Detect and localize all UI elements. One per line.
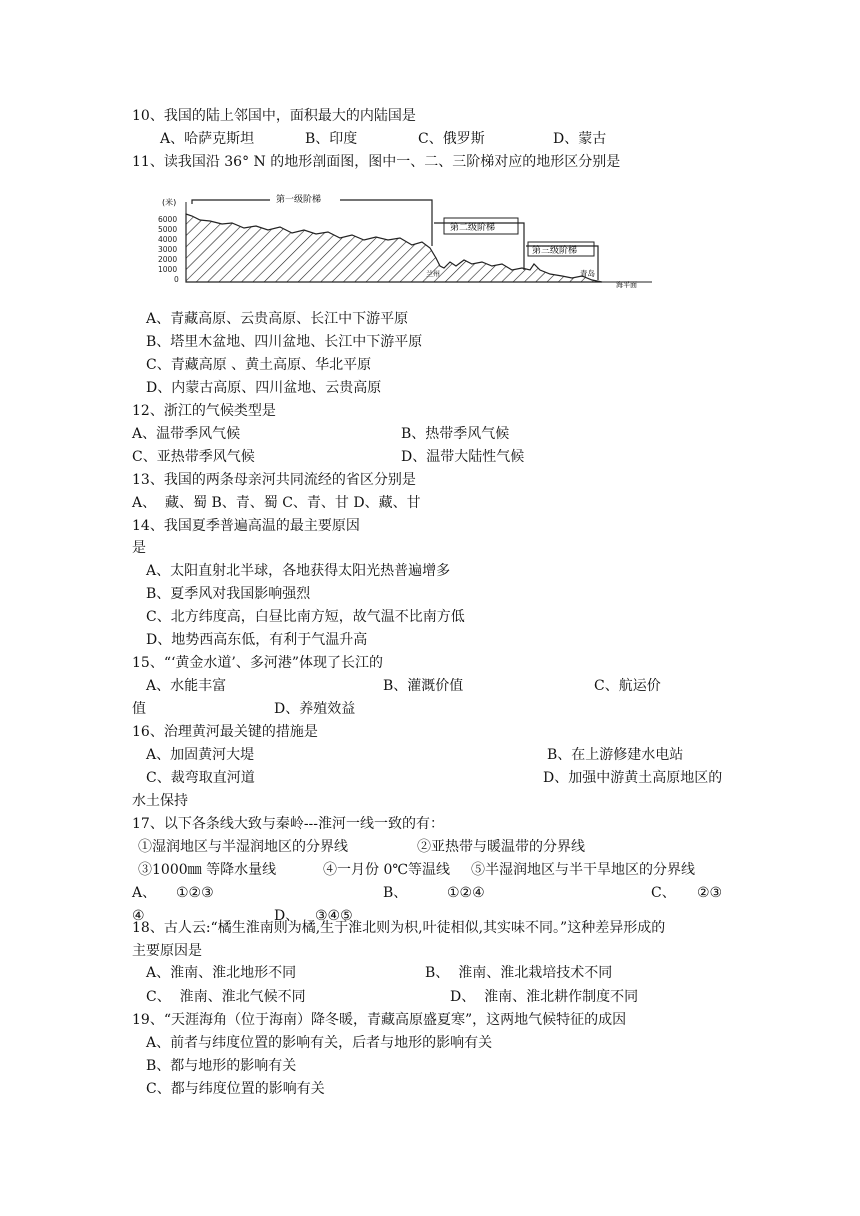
q10-option-c: C、俄罗斯	[418, 131, 485, 147]
q12-stem: 12、浙江的气候类型是	[132, 403, 276, 419]
q18-option-c: C、 淮南、淮北气候不同	[146, 989, 306, 1005]
q11-option-a: A、青藏高原、云贵高原、长江中下游平原	[146, 311, 409, 327]
q11-option-c: C、青藏高原 、黄土高原、华北平原	[146, 357, 372, 373]
q12-option-d: D、温带大陆性气候	[401, 449, 525, 465]
q15-stem: 15、“‘黄金水道’、多河港”体现了长江的	[132, 655, 384, 671]
q16-option-d-cont: 水土保持	[132, 793, 188, 809]
step2-label: 第二级阶梯	[450, 223, 496, 233]
terrain-profile-figure	[152, 190, 662, 296]
q16-option-b: B、在上游修建水电站	[547, 747, 684, 763]
q13-options: A、 藏、蜀 B、青、蜀 C、青、甘 D、藏、甘	[132, 495, 421, 511]
q19-option-c: C、都与纬度位置的影响有关	[146, 1081, 325, 1097]
q11-option-b: B、塔里木盆地、四川盆地、长江中下游平原	[146, 334, 423, 350]
q15-option-c: C、航运价	[594, 678, 661, 694]
q10-stem: 10、我国的陆上邻国中，面积最大的内陆国是	[132, 108, 416, 124]
q17-item-2: ②亚热带与暖温带的分界线	[417, 839, 585, 855]
tick-5000: 5000	[158, 225, 178, 234]
q12-option-b: B、热带季风气候	[401, 426, 510, 442]
place-lanzhou: 兰州	[426, 270, 440, 278]
q18-stem-cont: 主要原因是	[132, 943, 202, 959]
q11-option-d: D、内蒙古高原、四川盆地、云贵高原	[146, 380, 382, 396]
q14-option-b: B、夏季风对我国影响强烈	[146, 586, 311, 602]
tick-3000: 3000	[158, 245, 178, 254]
q16-option-d: D、加强中游黄土高原地区的	[543, 770, 723, 786]
q14-option-d: D、地势西高东低，有利于气温升高	[146, 632, 368, 648]
q17-option-d-value: ③④⑤	[315, 908, 353, 924]
q17-option-c-value: ②③	[697, 885, 723, 901]
q18-stem: 18、古人云:“橘生淮南则为橘,生于淮北则为枳,叶徒相似,其实味不同。”这种差异形成的	[132, 920, 666, 936]
q16-option-a: A、加固黄河大堤	[146, 747, 255, 763]
q11-stem: 11、读我国沿 36° N 的地形剖面图，图中一、二、三阶梯对应的地形区分别是	[132, 154, 621, 170]
q16-stem: 16、治理黄河最关键的措施是	[132, 724, 318, 740]
q19-option-b: B、都与地形的影响有关	[146, 1058, 297, 1074]
q10-option-b: B、印度	[305, 131, 358, 147]
q12-option-a: A、温带季风气候	[132, 426, 241, 442]
q14-option-a: A、太阳直射北半球，各地获得太阳光热普遍增多	[146, 563, 451, 579]
q17-option-a-letter: A、	[132, 885, 157, 901]
q15-option-d: D、养殖效益	[274, 701, 356, 717]
step3-label: 第三级阶梯	[532, 246, 578, 256]
q17-option-b-value: ①②④	[447, 885, 485, 901]
q13-stem: 13、我国的两条母亲河共同流经的省区分别是	[132, 472, 416, 488]
q12-option-c: C、亚热带季风气候	[132, 449, 255, 465]
axis-unit: (米)	[162, 198, 177, 207]
tick-1000: 1000	[158, 265, 178, 274]
place-qingdao: 青岛	[580, 269, 595, 278]
q19-stem: 19、“天涯海角（位于海南）降冬暖，青藏高原盛夏寒”，这两地气候特征的成因	[132, 1012, 627, 1028]
q10-option-d: D、蒙古	[553, 131, 607, 147]
q17-option-c-value-cont: ④	[132, 908, 145, 924]
q17-stem: 17、以下各条线大致与秦岭---淮河一线一致的有：	[132, 816, 445, 832]
q17-option-b-letter: B、	[383, 885, 408, 901]
q14-stem: 14、我国夏季普遍高温的最主要原因	[132, 518, 360, 534]
tick-2000: 2000	[158, 255, 178, 264]
q18-option-a: A、淮南、淮北地形不同	[146, 965, 297, 981]
q14-option-c: C、北方纬度高，白昼比南方短，故气温不比南方低	[146, 609, 465, 625]
q17-option-a-value: ①②③	[176, 885, 214, 901]
q17-item-1: ①湿润地区与半湿润地区的分界线	[138, 839, 348, 855]
q17-option-d-letter: D、	[274, 908, 300, 924]
q10-option-a: A、哈萨克斯坦	[160, 131, 255, 147]
q18-option-d: D、 淮南、淮北耕作制度不同	[450, 989, 639, 1005]
tick-4000: 4000	[158, 235, 178, 244]
q15-option-b: B、灌溉价值	[383, 678, 464, 694]
q14-stem-cont: 是	[132, 540, 146, 556]
tick-6000: 6000	[158, 215, 178, 224]
q15-option-c-cont: 值	[132, 701, 146, 717]
sea-level-label: 海平面	[616, 281, 637, 289]
q17-item-4: ④一月份 0℃等温线	[323, 862, 451, 878]
q16-option-c: C、裁弯取直河道	[146, 770, 255, 786]
q15-option-a: A、水能丰富	[146, 678, 227, 694]
q18-option-b: B、 淮南、淮北栽培技术不同	[425, 965, 613, 981]
q19-option-a: A、前者与纬度位置的影响有关，后者与地形的影响有关	[146, 1035, 493, 1051]
q17-option-c-letter: C、	[651, 885, 676, 901]
q17-item-5: ⑤半湿润地区与半干旱地区的分界线	[471, 862, 695, 878]
step1-label: 第一级阶梯	[276, 195, 322, 205]
tick-0: 0	[174, 275, 179, 284]
q17-item-3: ③1000㎜ 等降水量线	[138, 862, 277, 878]
